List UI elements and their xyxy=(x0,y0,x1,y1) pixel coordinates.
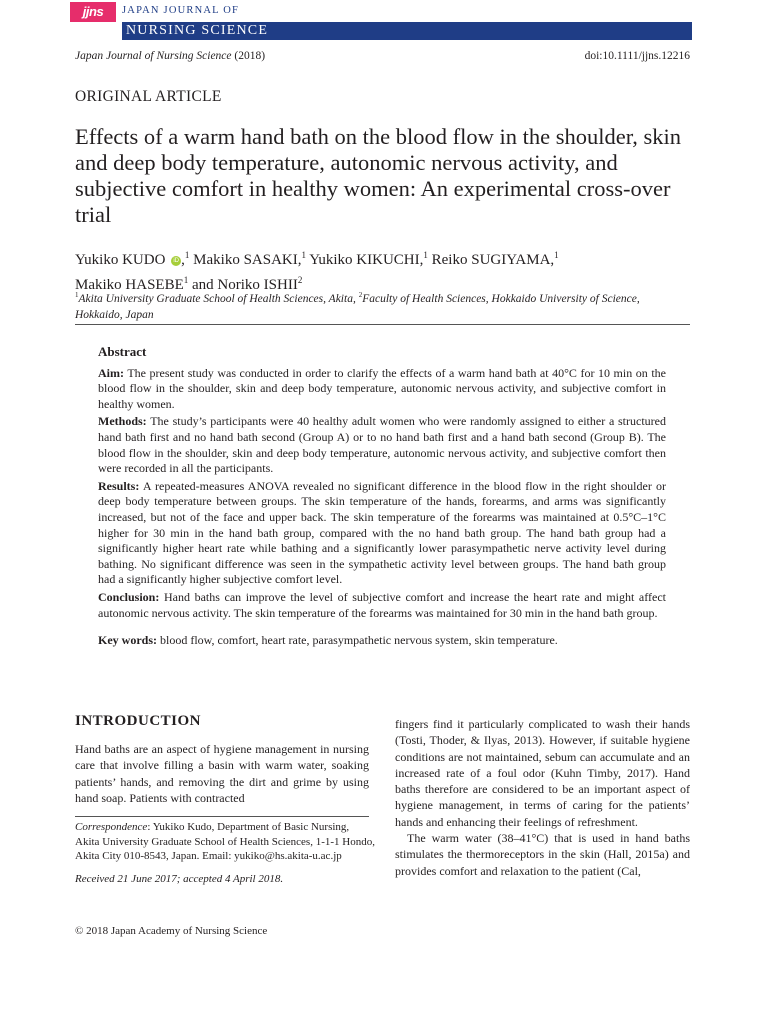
introduction-paragraph: The warm water (38–41°C) that is used in hand baths stimulates the thermoreceptors in the skin (Hall, 2015a) and provides comfort and relaxation to the patient (Cal, xyxy=(395,831,690,878)
author-list: Yukiko KUDO iD ,$^1$ Makiko SASAKI,$^1$ Yukiko KIKUCHI,$^1$ Reiko SUGIYAMA,$^1$ Makiko HASEBE$^1$ and Noriko ISHII$^2$ xyxy=(75,250,559,293)
orcid-icon[interactable]: iD xyxy=(171,256,181,266)
section-label: Methods: xyxy=(98,414,147,429)
author-affiliation-sup: 1 xyxy=(184,250,190,260)
affiliation-text: Akita University Graduate School of Health Sciences, Akita, xyxy=(78,292,359,305)
affiliation-text: Faculty of Health Sciences, Hokkaido University of Science, Hokkaido, Japan xyxy=(75,292,640,321)
author-name[interactable]: Makiko SASAKI xyxy=(193,252,298,268)
author-name[interactable]: Makiko HASEBE xyxy=(75,277,184,293)
author-affiliation-sup: 2 xyxy=(297,275,303,285)
journal-banner xyxy=(70,2,692,40)
author-affiliation-sup: 1 xyxy=(183,275,189,285)
section-label: Conclusion: xyxy=(98,589,160,604)
author-name[interactable]: Yukiko KUDO xyxy=(75,252,166,268)
section-text: Hand baths can improve the level of subjective comfort and increase the heart rate and might affect autonomic nervous activity. The skin temperature of the forearms was maintained for 30 min in the hand bath group. xyxy=(98,589,667,620)
author-name[interactable]: Yukiko KIKUCHI xyxy=(309,252,420,268)
affiliation-sup: 1 xyxy=(75,291,79,299)
doi-link[interactable]: doi:10.1111/jjns.12216 xyxy=(584,50,690,62)
abstract-aim xyxy=(98,366,666,413)
abstract-results xyxy=(98,479,666,588)
abstract-conclusion xyxy=(98,590,666,621)
correspondence-footnote xyxy=(75,820,375,886)
journal-citation xyxy=(75,50,265,62)
left-column xyxy=(75,713,369,806)
section-text: The present study was conducted in order to clarify the effects of a warm hand bath at 40°C for 10 min on the blood flow in the shoulder, skin and deep body temperature, autonomic nervous activity, and subjective comfort in healthy women. xyxy=(98,365,666,411)
banner-top-line: JAPAN JOURNAL OF xyxy=(122,5,240,16)
journal-logo: jjns xyxy=(70,2,116,22)
journal-name: Japan Journal of Nursing Science xyxy=(75,50,232,62)
abstract xyxy=(98,344,666,651)
author-name[interactable]: Noriko ISHII xyxy=(217,277,298,293)
banner-bottom-line: NURSING SCIENCE xyxy=(126,23,269,38)
section-label: Aim: xyxy=(98,365,124,380)
affiliations xyxy=(75,287,665,323)
keywords xyxy=(98,633,666,649)
section-label: Results: xyxy=(98,478,140,493)
author-name[interactable]: Reiko SUGIYAMA xyxy=(431,252,551,268)
author-affiliation-sup: 1 xyxy=(423,250,428,260)
affiliation-sup: 2 xyxy=(358,291,363,299)
author-affiliation-sup: 1 xyxy=(301,250,307,260)
author-affiliation-sup: 1 xyxy=(554,250,559,260)
introduction-paragraph: Hand baths are an aspect of hygiene management in nursing care that involve filling a basin with warm water, soaking patients’ hands, and removing the dirt and grime by using hand soap. Patients with contracted xyxy=(75,742,369,805)
copyright-notice: © 2018 Japan Academy of Nursing Science xyxy=(75,925,268,937)
introduction-heading: INTRODUCTION xyxy=(75,713,202,729)
banner-bar xyxy=(122,22,692,40)
section-text: The study’s participants were 40 healthy adult women who were randomly assigned to either a structured hand bath first and no hand bath second (Group A) or to no hand bath first and a hand bath second (Group B). The blood flow in the shoulder, skin and deep body temperature, autonomic nervous activity, and subjective comfort then were recorded in all the participants. xyxy=(98,414,666,476)
section-text: A repeated-measures ANOVA revealed no significant difference in the blood flow in the right shoulder or deep body temperature between groups. The skin temperature of the hands, forearms, and arms was significantly increased, but not of the face and upper back. The skin temperature of the forearms was maintained at 0.5°C–1°C higher for 30 min in the hand bath group, compared with the no hand bath group. The hand bath group had a significantly higher heart rate while bathing and a significantly lower parasympathetic nerve activity level during bathing. No significant difference was seen in the sympathetic activity level between groups. The hand bath group had a significantly higher subjective comfort level. xyxy=(98,478,666,587)
keywords-text: blood flow, comfort, heart rate, parasympathetic nervous system, skin temperature. xyxy=(160,633,558,648)
article-title: Effects of a warm hand bath on the blood flow in the shoulder, skin and deep body temperature, autonomic nervous activity, and subjective comfort in healthy women: An experimental cross-over trial xyxy=(75,124,682,227)
correspondence-text: : Yukiko Kudo, Department of Basic Nursing, Akita University Graduate School of Health Sciences, 1-1-1 Hondo, Akita City 010-8543, Japan. Email: yukiko@hs.akita-u.ac.jp xyxy=(75,821,375,863)
header-divider xyxy=(75,324,690,325)
introduction-paragraph: fingers find it particularly complicated to wash their hands (Tosti, Thoder, & Ilyas, 2013). However, if suitable hygiene conditions are not maintained, sebum can accumulate and an increased rate of a foul odor (Kuhn Timby, 2017). Hand baths therefore are considered to be an important aspect of hygiene management, in terms of caring for the patients’ hands and enhancing their feelings of refreshment. xyxy=(395,717,690,829)
correspondence-label: Correspondence xyxy=(75,821,148,833)
right-column xyxy=(395,716,690,879)
article-type: ORIGINAL ARTICLE xyxy=(75,88,222,105)
abstract-heading: Abstract xyxy=(98,344,147,359)
journal-year: (2018) xyxy=(234,50,266,62)
keywords-label: Key words: xyxy=(98,633,157,648)
abstract-methods xyxy=(98,414,666,476)
received-accepted-dates: Received 21 June 2017; accepted 4 April 2018. xyxy=(75,872,284,885)
correspondence-block xyxy=(75,820,375,864)
footnote-divider xyxy=(75,816,369,817)
